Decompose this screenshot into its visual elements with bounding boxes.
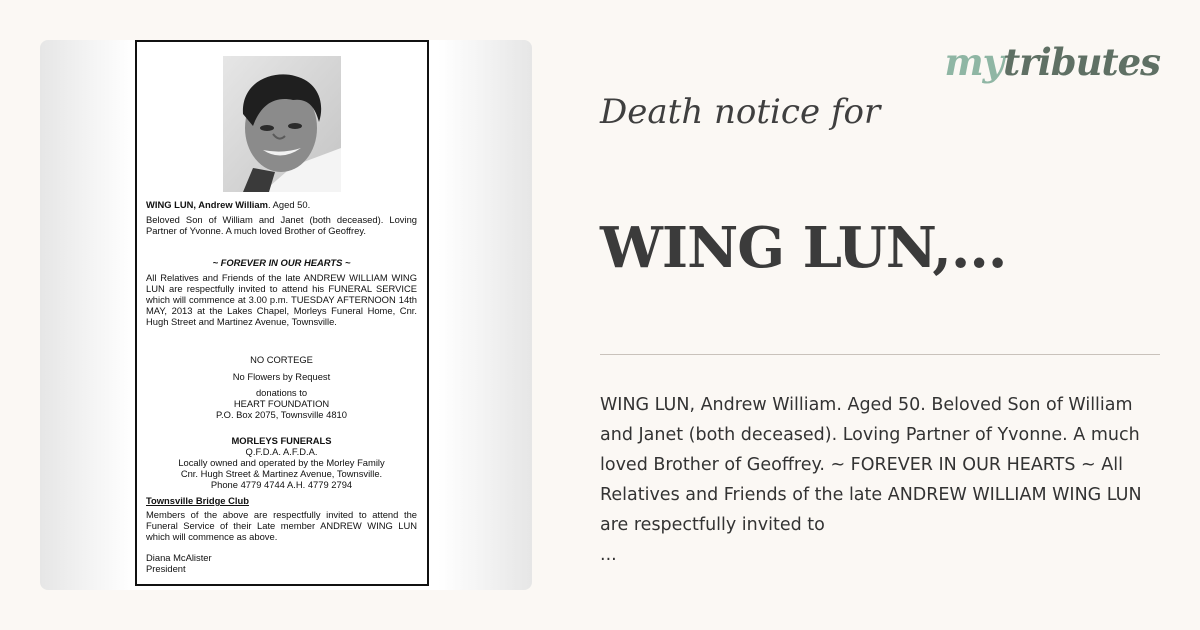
club-name xyxy=(146,495,417,506)
club-name-text: Townsville Bridge Club xyxy=(146,495,249,506)
logo-tributes: tributes xyxy=(1003,40,1160,84)
mytributes-logo[interactable] xyxy=(944,40,1160,84)
club-message: Members of the above are respectfully invited to attend the Funeral Service of their Late member ANDREW WING LUN which will commence as above. xyxy=(146,509,417,542)
notice-excerpt: WING LUN, Andrew William. Aged 50. Beloved Son of William and Janet (both deceased). Loving Partner of Yvonne. A much loved Brother of Geoffrey. ~ FOREVER IN OUR HEARTS ~ All Relatives and Friends of the late ANDREW WILLIAM WING LUN are respectfully invited to xyxy=(600,395,1142,535)
notice-name-line xyxy=(146,199,417,210)
signatory-name: Diana McAlister xyxy=(146,552,212,563)
deceased-name-title: WING LUN,... xyxy=(600,215,1007,281)
deceased-photo xyxy=(223,56,341,192)
notice-no-flowers: No Flowers by Request xyxy=(232,371,331,382)
newspaper-clipping xyxy=(135,40,429,586)
notice-age: . Aged 50. xyxy=(267,199,311,210)
notice-name: WING LUN, Andrew William xyxy=(146,199,268,210)
funeral-home-phone: Phone 4779 4744 A.H. 4779 2794 xyxy=(210,479,353,490)
notice-no-cortege: NO CORTEGE xyxy=(250,354,313,365)
notice-donations: donations to xyxy=(255,387,308,398)
funeral-home-address: Cnr. Hugh Street & Martinez Avenue, Townsville. xyxy=(180,468,383,479)
funeral-home-ownership: Locally owned and operated by the Morley Family xyxy=(178,457,385,468)
excerpt-ellipsis: ... xyxy=(600,545,617,565)
notice-motto: ~ FOREVER IN OUR HEARTS ~ xyxy=(212,257,351,268)
logo-my: my xyxy=(944,40,1004,84)
signatory-title: President xyxy=(146,563,186,574)
notice-clipping-panel xyxy=(40,40,532,590)
funeral-home-credentials: Q.F.D.A. A.F.D.A. xyxy=(245,446,318,457)
notice-charity: HEART FOUNDATION xyxy=(233,398,330,409)
portrait-image xyxy=(223,56,341,192)
notice-family: Beloved Son of William and Janet (both deceased). Loving Partner of Yvonne. A much loved Brother of Geoffrey. xyxy=(146,214,417,236)
funeral-home-name: MORLEYS FUNERALS xyxy=(231,435,332,446)
death-notice-heading: Death notice for xyxy=(600,92,881,132)
notice-invitation: All Relatives and Friends of the late ANDREW WILLIAM WING LUN are respectfully invited to attend his FUNERAL SERVICE which will commence at 3.00 p.m. TUESDAY AFTERNOON 14th MAY, 2013 at the Lakes Chapel, Morleys Funeral Home, Cnr. Hugh Street and Martinez Avenue, Townsville. xyxy=(146,272,417,327)
divider xyxy=(600,354,1160,355)
notice-charity-address: P.O. Box 2075, Townsville 4810 xyxy=(216,409,347,420)
